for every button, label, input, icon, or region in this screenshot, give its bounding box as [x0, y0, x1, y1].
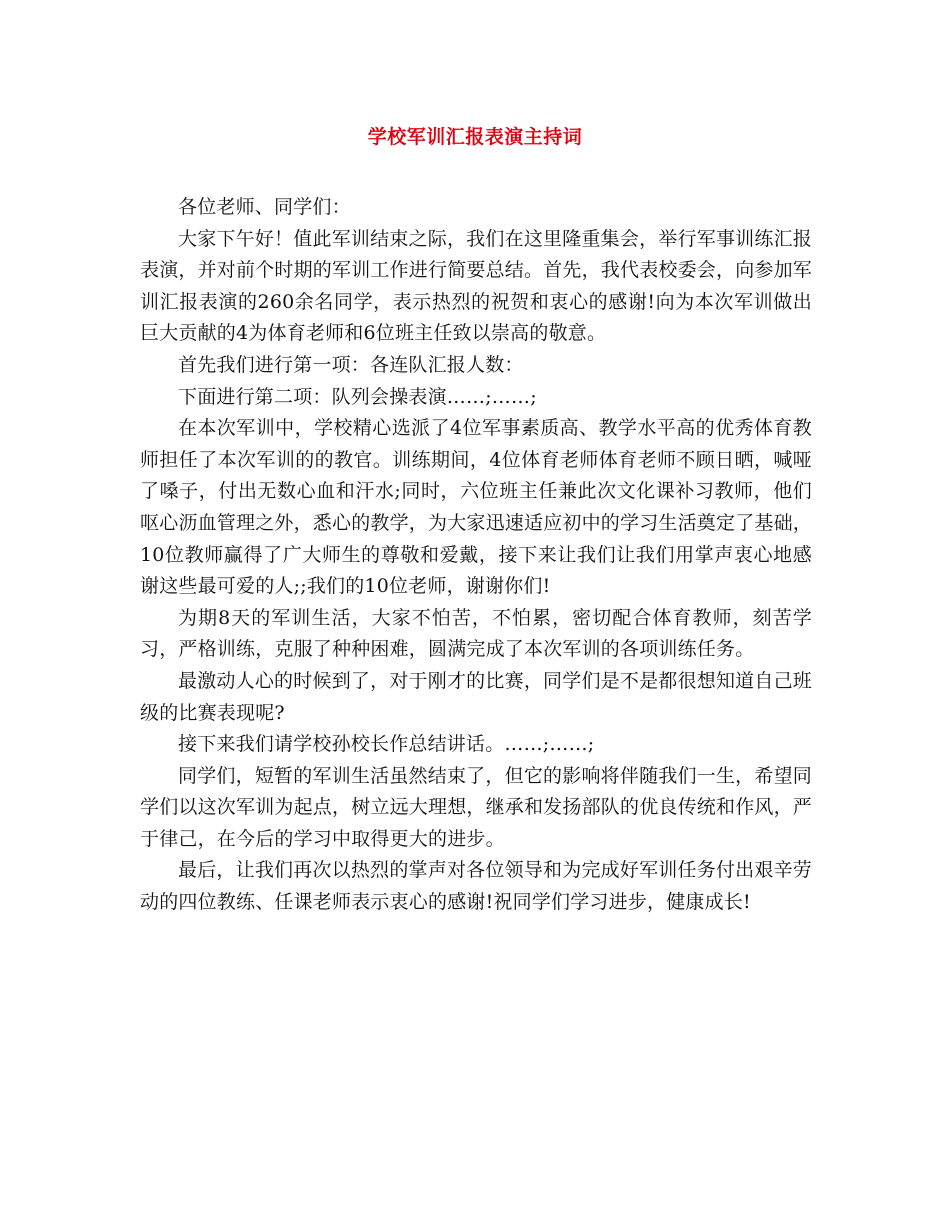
closing-hope-paragraph: 同学们，短暂的军训生活虽然结束了，但它的影响将伴随我们一生，希望同学们以这次军训为起点，树立远大理想，继承和发扬部队的优良传统和作风，严于律己，在今后的学习中取得更大的进步。 — [140, 764, 813, 850]
final-thanks-paragraph: 最后，让我们再次以热烈的掌声对各位领导和为完成好军训任务付出艰辛劳动的四位教练、任课老师表示衷心的感谢!祝同学们学习进步，健康成长! — [140, 859, 812, 914]
item-two-paragraph: 下面进行第二项：队列会操表演……;……; — [178, 385, 537, 408]
opening-paragraph: 大家下午好！值此军训结束之际，我们在这里隆重集会，举行军事训练汇报表演，并对前个时期的军训工作进行简要总结。首先，我代表校委会，向参加军训汇报表演的260余名同学，表示热烈的祝贺和衷心的感谢!向为本次军训做出巨大贡献的4为体育老师和6位班主任致以崇高的敬意。 — [140, 227, 813, 345]
principal-speech-paragraph: 接下来我们请学校孙校长作总结讲话。……;……; — [178, 733, 595, 756]
document-body — [140, 192, 812, 919]
competition-paragraph: 最激动人心的时候到了，对于刚才的比赛，同学们是不是都很想知道自己班级的比赛表现呢? — [140, 669, 812, 724]
greeting-paragraph: 各位老师、同学们： — [178, 196, 351, 218]
item-one-paragraph: 首先我们进行第一项：各连队汇报人数： — [178, 353, 524, 376]
document-title: 学校军训汇报表演主持词 — [367, 126, 583, 148]
instructors-paragraph: 在本次军训中，学校精心选派了4位军事素质高、教学水平高的优秀体育教师担任了本次军训的的教官。训练期间，4位体育老师体育老师不顾日晒，喊哑了嗓子，付出无数心血和汗水;同时，六位班主任兼此次文化课补习教师，他们呕心沥血管理之外，悉心的教学，为大家迅速适应初中的学习生活奠定了基础，10位教师赢得了广大师生的尊敬和爱戴，接下来让我们让我们用掌声衷心地感谢这些最可爱的人;;我们的10位老师，谢谢你们! — [140, 417, 813, 598]
training-summary-paragraph: 为期8天的军训生活，大家不怕苦，不怕累，密切配合体育教师，刻苦学习，严格训练，克服了种种困难，圆满完成了本次军训的各项训练任务。 — [140, 606, 812, 661]
